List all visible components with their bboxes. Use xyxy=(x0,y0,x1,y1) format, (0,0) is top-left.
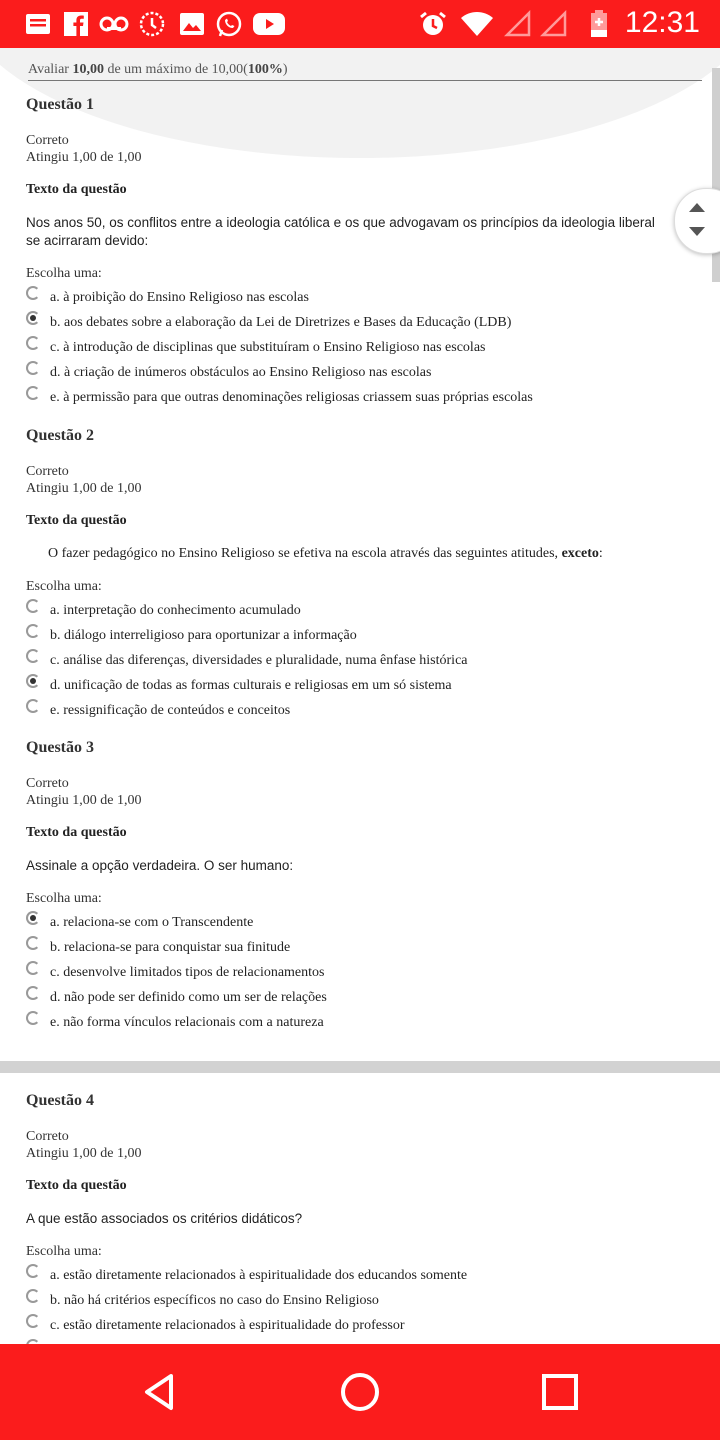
option-b[interactable]: b. diálogo interreligioso para oportunizar a informação xyxy=(26,624,686,649)
image-icon xyxy=(178,10,206,38)
section-divider xyxy=(0,1061,720,1073)
option-a[interactable]: a. estão diretamente relacionados à espiritualidade dos educandos somente xyxy=(26,1264,686,1289)
choose-label: Escolha uma: xyxy=(26,1244,102,1259)
radio-icon[interactable] xyxy=(26,986,40,1000)
question-title: Questão 3 xyxy=(26,739,94,756)
options-list xyxy=(26,1264,686,1344)
radio-checked-icon[interactable] xyxy=(26,911,40,925)
radio-icon[interactable] xyxy=(26,336,40,350)
question-state: Correto xyxy=(26,776,69,791)
back-icon[interactable] xyxy=(138,1370,182,1414)
question-grade: Atingiu 1,00 de 1,00 xyxy=(26,793,142,808)
radio-icon[interactable] xyxy=(26,1289,40,1303)
option-c[interactable]: c. análise das diferenças, diversidades e pluralidade, numa ênfase histórica xyxy=(26,649,686,674)
wifi-icon xyxy=(460,10,494,38)
radio-checked-icon[interactable] xyxy=(26,674,40,688)
radio-icon[interactable] xyxy=(26,1314,40,1328)
option-b[interactable]: b. não há critérios específicos no caso do Ensino Religioso xyxy=(26,1289,686,1314)
option-d[interactable]: d. não pode ser definido como um ser de relações xyxy=(26,986,686,1011)
choose-label: Escolha uma: xyxy=(26,579,102,594)
question-title: Questão 4 xyxy=(26,1092,94,1109)
navigation-bar xyxy=(0,1344,720,1440)
question-text: Nos anos 50, os conflitos entre a ideologia católica e os que advogavam os princípios da ideologia liberal se acirraram devido: xyxy=(26,215,655,248)
option-e[interactable]: e. à permissão para que outras denominações religiosas criassem suas próprias escolas xyxy=(26,386,686,411)
grade-summary: Avaliar 10,00 de um máximo de 10,00(100%) xyxy=(28,62,702,81)
option-c[interactable]: c. desenvolve limitados tipos de relacionamentos xyxy=(26,961,686,986)
question-title: Questão 1 xyxy=(26,96,94,113)
question-text: Assinale a opção verdadeira. O ser humano: xyxy=(26,858,294,873)
question-grade: Atingiu 1,00 de 1,00 xyxy=(26,150,142,165)
youtube-icon xyxy=(252,10,286,38)
question-text-heading: Texto da questão xyxy=(26,513,127,528)
message-icon xyxy=(24,10,52,38)
radio-icon[interactable] xyxy=(26,599,40,613)
radio-icon[interactable] xyxy=(26,1264,40,1278)
question-grade: Atingiu 1,00 de 1,00 xyxy=(26,1146,142,1161)
options-list xyxy=(26,911,686,1036)
question-text-heading: Texto da questão xyxy=(26,825,127,840)
question-text-heading: Texto da questão xyxy=(26,1178,127,1193)
alarm-icon xyxy=(418,10,448,38)
radio-icon[interactable] xyxy=(26,361,40,375)
question-state: Correto xyxy=(26,133,69,148)
question-1 xyxy=(26,96,686,411)
question-text-heading: Texto da questão xyxy=(26,182,127,197)
signal-icon-2 xyxy=(540,10,568,38)
clock: 12:31 xyxy=(624,6,700,39)
options-list xyxy=(26,599,686,724)
voicemail-icon xyxy=(98,10,130,38)
options-list xyxy=(26,286,686,411)
whatsapp-icon xyxy=(214,10,244,38)
question-grade: Atingiu 1,00 de 1,00 xyxy=(26,481,142,496)
question-4 xyxy=(26,1092,686,1344)
facebook-icon xyxy=(62,10,90,38)
question-text: O fazer pedagógico no Ensino Religioso se efetiva na escola através das seguintes atitudes, exceto: xyxy=(48,546,603,561)
radio-icon[interactable] xyxy=(26,286,40,300)
option-d[interactable]: d. unificação de todas as formas culturais e religiosas em um só sistema xyxy=(26,674,686,699)
arrow-up-icon[interactable] xyxy=(689,203,705,212)
option-b[interactable]: b. relaciona-se para conquistar sua finitude xyxy=(26,936,686,961)
option-c[interactable]: c. à introdução de disciplinas que substituíram o Ensino Religioso nas escolas xyxy=(26,336,686,361)
radio-icon[interactable] xyxy=(26,961,40,975)
option-a[interactable]: a. à proibição do Ensino Religioso nas escolas xyxy=(26,286,686,311)
option-e[interactable]: e. ressignificação de conteúdos e conceitos xyxy=(26,699,686,724)
option-b[interactable]: b. aos debates sobre a elaboração da Lei de Diretrizes e Bases da Educação (LDB) xyxy=(26,311,686,336)
status-bar xyxy=(0,0,720,48)
data-saver-icon xyxy=(138,10,166,38)
radio-icon[interactable] xyxy=(26,1011,40,1025)
radio-icon[interactable] xyxy=(26,624,40,638)
radio-icon[interactable] xyxy=(26,936,40,950)
option-a[interactable]: a. interpretação do conhecimento acumulado xyxy=(26,599,686,624)
arrow-down-icon[interactable] xyxy=(689,227,705,236)
home-icon[interactable] xyxy=(338,1370,382,1414)
option-e[interactable]: e. não forma vínculos relacionais com a natureza xyxy=(26,1011,686,1036)
question-2 xyxy=(26,427,686,724)
question-state: Correto xyxy=(26,464,69,479)
radio-icon[interactable] xyxy=(26,699,40,713)
battery-icon xyxy=(588,10,610,38)
question-3 xyxy=(26,739,686,1036)
question-title: Questão 2 xyxy=(26,427,94,444)
radio-icon[interactable] xyxy=(26,649,40,663)
quiz-review-page xyxy=(0,48,720,1344)
recents-icon[interactable] xyxy=(538,1370,582,1414)
radio-icon[interactable] xyxy=(26,386,40,400)
question-state: Correto xyxy=(26,1129,69,1144)
option-a[interactable]: a. relaciona-se com o Transcendente xyxy=(26,911,686,936)
signal-icon xyxy=(504,10,532,38)
option-c[interactable]: c. estão diretamente relacionados à espiritualidade do professor xyxy=(26,1314,686,1339)
radio-checked-icon[interactable] xyxy=(26,311,40,325)
question-text: A que estão associados os critérios didáticos? xyxy=(26,1211,303,1226)
choose-label: Escolha uma: xyxy=(26,266,102,281)
choose-label: Escolha uma: xyxy=(26,891,102,906)
option-d[interactable]: d. à criação de inúmeros obstáculos ao Ensino Religioso nas escolas xyxy=(26,361,686,386)
